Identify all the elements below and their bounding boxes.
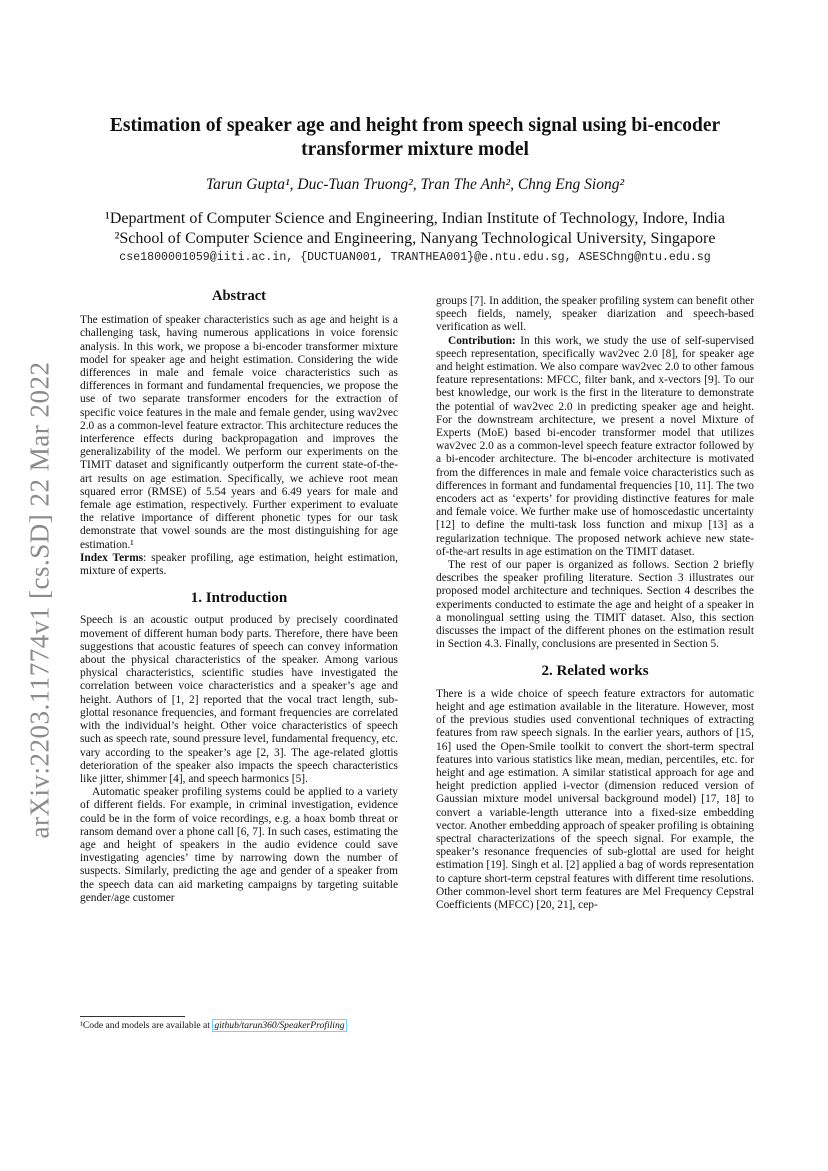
title-line-1: Estimation of speaker age and height from speech signal using bi-encoder: [109, 115, 721, 136]
affiliation-2: ²School of Computer Science and Engineering, Nanyang Technological University, Singapore: [114, 230, 716, 247]
abstract-text: The estimation of speaker characteristics such as age and height is a challenging task, having numerous applications in voice forensic analysis. In this work, we propose a bi-encoder transformer mixture model for speaker age and height estimation. Considering the wide differences in male and female voice characteristics such as differences in formant and fundamental frequencies, we propose the use of two separate transformer encoders for the extraction of specific voice features in the male and female gender, using wav2vec 2.0 as a common-level feature extractor. This architecture reduces the interference effects during backpropagation and improves the generalizability of the model. We perform our experiments on the TIMIT dataset and significantly outperform the current state-of-the-art results on age estimation. Specifically, we achieve root mean squared error (RMSE) of 5.54 years and 6.49 years for male and female age estimation, respectively. Further experiment to evaluate the relative importance of different phonetic types for our task demonstrate that vowel sounds are the most distinguishing for age estimation.¹: [80, 314, 398, 551]
code-repository-link[interactable]: github/tarun360/SpeakerProfiling: [214, 1020, 345, 1031]
contribution-paragraph: [436, 335, 754, 559]
contribution-label: Contribution:: [448, 334, 516, 347]
related-works-heading: 2. Related works: [541, 663, 649, 680]
index-terms-label: Index Terms: [80, 551, 144, 564]
abstract-heading: Abstract: [212, 288, 266, 304]
intro-paragraph-2: Automatic speaker profiling systems could be applied to a variety of different fields. For example, in criminal investigation, evidence could be in the form of voice recordings, e.g. a hoax bomb threat or ransom demand over a phone call [6, 7]. In such cases, estimating the age and height of speakers in the audio evidence could save investigating agencies’ time by narrowing down the number of suspects. Similarly, predicting the age and gender of a speaker from the speech data can aid marketing campaigns by targeting suitable gender/age customer: [80, 786, 398, 904]
left-column: [80, 290, 398, 905]
affiliation-1: ¹Department of Computer Science and Engineering, Indian Institute of Technology, Indore, India: [105, 210, 725, 227]
intro-heading: 1. Introduction: [190, 590, 288, 607]
arxiv-sidebar-stamp: [18, 340, 62, 860]
contribution-text: In this work, we study the use of self-supervised speech representation, specifically wav2vec 2.0 [8], for speaker age and height estimation. We also compare wav2vec 2.0 to other famous feature representations: MFCC, filter bank, and x-vectors [9]. To our best knowledge, our work is the first in the literature to demonstrate the potential of wav2vec 2.0 in predicting speaker age and height. For the downstream architecture, we present a novel Mixture of Experts (MoE) based bi-encoder transformer model that utilizes wav2vec 2.0 as a common-level speech feature extractor followed by a bi-encoder architecture. The bi-encoder architecture is motivated from the differences in male and female voice characteristics such as differences in formant and fundamental frequencies [10, 11]. The two encoders act as ‘experts’ for providing distinctive features for male and female voice. We further make use of homoscedastic uncertainty [12] to define the multi-task loss function and mixup [13] as a regularization technique. The proposed network achieve new state-of-the-art results in age estimation on the TIMIT dataset.: [436, 334, 754, 558]
footnote-divider: [80, 1016, 185, 1017]
title-line-2: transformer mixture model: [301, 139, 529, 160]
footnote-text: ¹Code and models are available at: [80, 1020, 213, 1031]
right-continuation-paragraph: groups [7]. In addition, the speaker profiling system can benefit other speech fields, namely, speaker diarization and speech-based verification as well.: [436, 295, 754, 334]
index-terms-text: : speaker profiling, age estimation, height estimation, mixture of experts.: [80, 551, 398, 578]
arxiv-id-text: arXiv:2203.11774v1 [cs.SD] 22 Mar 2022: [24, 361, 55, 839]
author-emails: cse1800001059@iiti.ac.in, {DUCTUAN001, TRANTHEA001}@e.ntu.edu.sg, ASESChng@ntu.edu.sg: [119, 251, 711, 264]
footnote: [80, 1020, 410, 1031]
related-works-paragraph: There is a wide choice of speech feature extractors for automatic height and age estimation available in the literature. However, most of the previous studies used conventional techniques of extracting features from raw speech signals. In the earlier years, authors of [15, 16] used the Open-Smile toolkit to convert the short-term spectral features into various statistics like mean, median, percentiles, etc. for height and age estimation. A similar statistical approach for age and height prediction applied i-vector (dimension reduced version of Gaussian mixture model universal background model) [17, 18] to convert a variable-length utterance into a fixed-size embedding vector. Another embedding approach of speaker profiling is obtaining spectral characterizations of the speech signal. For example, the speaker’s resonance frequencies of sub-glottal are used for height estimation [19]. Singh et al. [2] applied a bag of words representation to capture short-term cepstral features with different time resolutions. Other common-level short term features are Mel Frequency Cepstral Coefficients (MFCC) [20, 21], cep-: [436, 687, 754, 911]
right-column: [436, 295, 754, 912]
index-terms: [80, 552, 398, 578]
intro-paragraph-1: Speech is an acoustic output produced by precisely coordinated movement of different human body parts. Therefore, there have been suggestions that acoustic features of speech can convey information about the physical characteristics of the speaker. Among various physical characteristics, scientific studies have investigated the correlation between voice characteristics and a speaker’s age and height. Authors of [1, 2] reported that the vocal tract length, sub-glottal resonance frequencies, and formant frequencies are correlated with the individual’s height. Other voice characteristics of speech such as speech rate, sound pressure level, fundamental frequency, etc. vary according to the speaker’s age [2, 3]. The age-related glottis deterioration of the speaker also impacts the speech characteristics like jitter, shimmer [4], and speech harmonics [5].: [80, 614, 398, 785]
paper-title: [80, 114, 750, 162]
organization-paragraph: The rest of our paper is organized as follows. Section 2 briefly describes the speaker profiling literature. Section 3 illustrates our proposed model architecture and techniques. Section 4 describes the experiments conducted to estimate the age and height of a speaker in a monolingual setting using the TIMIT dataset. Also, this section discusses the impact of the different phones on the estimation result in Section 4.3. Finally, conclusions are presented in Section 5.: [436, 559, 754, 651]
author-list: Tarun Gupta¹, Duc-Tuan Truong², Tran The Anh², Chng Eng Siong²: [205, 176, 625, 193]
